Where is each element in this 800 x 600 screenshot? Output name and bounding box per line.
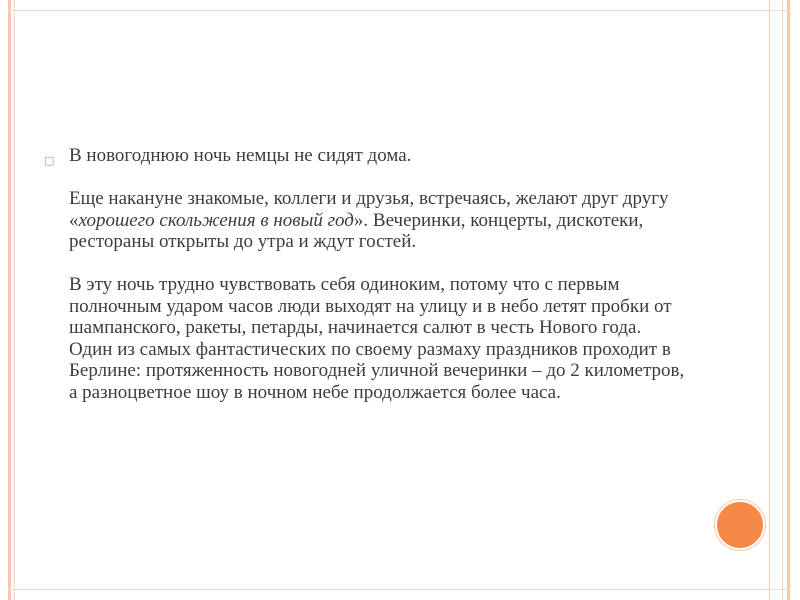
- paragraph-2-text-start: Еще накануне знакомые, коллеги и друзья, встречаясь, желают друг другу «: [69, 188, 669, 231]
- paragraph-1: В новогоднюю ночь немцы не сидят дома.: [69, 145, 412, 166]
- paragraph-2-text-end: ». Вечеринки, концерты, дискотеки, рестораны открыты до утра и ждут гостей.: [69, 209, 644, 252]
- paragraph-2: [69, 188, 689, 253]
- slide-body-text: [69, 145, 689, 403]
- frame-left-border: [8, 0, 11, 600]
- accent-circle-decoration: [715, 500, 765, 550]
- paragraph-3: В эту ночь трудно чувствовать себя одиноким, потому что с первым полночным ударом часов люди выходят на улицу и в небо летят пробки от шампанского, ракеты, петарды, начинается салют в честь Нового года. Один из самых фантастических по своему размаху праздников проходит в Берлине: протяженность новогодней уличной вечеринки – до 2 километров, а разноцветное шоу в ночном небе продолжается более часа.: [69, 274, 685, 403]
- frame-top-border: [8, 10, 790, 11]
- frame-right-inner-border: [782, 0, 783, 600]
- frame-left-inner-border: [14, 0, 15, 600]
- square-outline-bullet-icon: □: [44, 154, 55, 167]
- paragraph-2-italic-quote: хорошего скольжения в новый год: [78, 209, 354, 231]
- frame-right-border: [787, 0, 790, 600]
- frame-right-thin-border: [769, 0, 770, 600]
- frame-bottom-border: [8, 589, 790, 590]
